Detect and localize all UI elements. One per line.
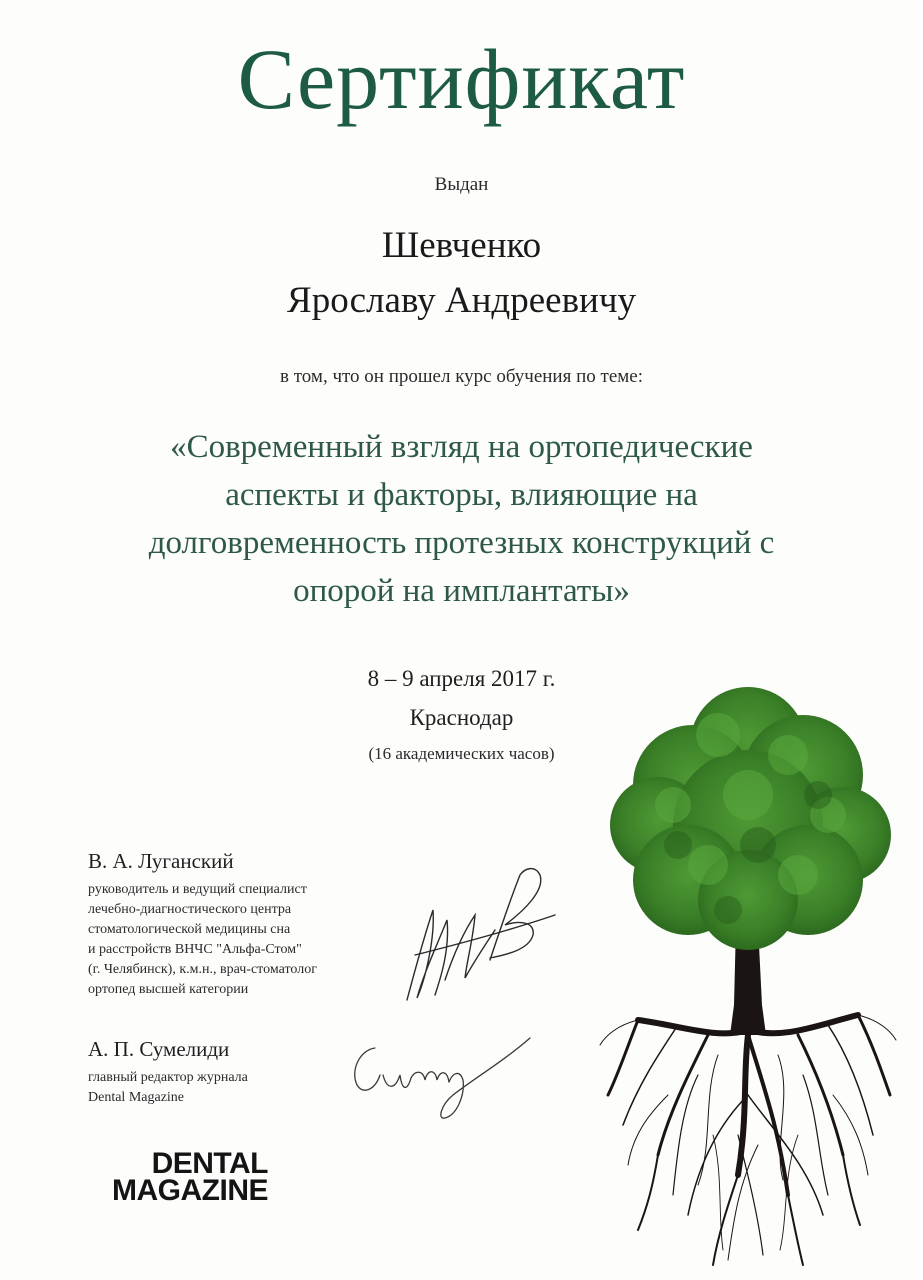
tree-with-roots-icon xyxy=(598,675,898,1270)
description-line: главный редактор журнала xyxy=(88,1070,248,1085)
signatory-sumelidi xyxy=(88,1039,248,1108)
description-line: руководитель и ведущий специалист xyxy=(88,882,307,897)
issued-label: Выдан xyxy=(434,174,489,195)
topic-line: опорой на имплантаты» xyxy=(293,573,630,609)
signature-icon xyxy=(395,860,565,1010)
signatory-lugansky xyxy=(88,851,317,1000)
signatory-name: В. А. Луганский xyxy=(88,849,234,873)
course-topic xyxy=(0,423,923,615)
signature-icon xyxy=(345,1030,535,1125)
intro-text: в том, что он прошел курс обучения по теме: xyxy=(280,366,643,387)
signatory-name: А. П. Сумелиди xyxy=(88,1037,230,1061)
topic-line: аспекты и факторы, влияющие на xyxy=(225,477,698,513)
course-date: 8 – 9 апреля 2017 г. xyxy=(367,666,556,691)
description-line: (г. Челябинск), к.м.н., врач-стоматолог xyxy=(88,962,317,977)
recipient-surname: Шевченко xyxy=(381,225,542,266)
certificate-title: Сертификат xyxy=(237,31,686,127)
description-line: Dental Magazine xyxy=(88,1090,185,1105)
description-line: и расстройств ВНЧС "Альфа-Стом" xyxy=(88,942,302,957)
description-line: лечебно-диагностического центра xyxy=(88,902,292,917)
topic-line: «Современный взгляд на ортопедические xyxy=(170,429,753,465)
course-hours: (16 академических часов) xyxy=(368,744,555,763)
signatory-description xyxy=(88,1068,248,1108)
logo-line: DENTAL xyxy=(151,1147,268,1180)
logo-line: MAGAZINE xyxy=(112,1174,268,1207)
recipient-given-names: Ярославу Андреевичу xyxy=(287,280,636,321)
course-city: Краснодар xyxy=(409,705,514,730)
description-line: ортопед высшей категории xyxy=(88,982,249,997)
dental-magazine-logo xyxy=(88,1147,268,1207)
signatory-description xyxy=(88,880,317,1000)
topic-line: долговременность протезных конструкций с xyxy=(148,525,775,561)
description-line: стоматологической медицины сна xyxy=(88,922,291,937)
